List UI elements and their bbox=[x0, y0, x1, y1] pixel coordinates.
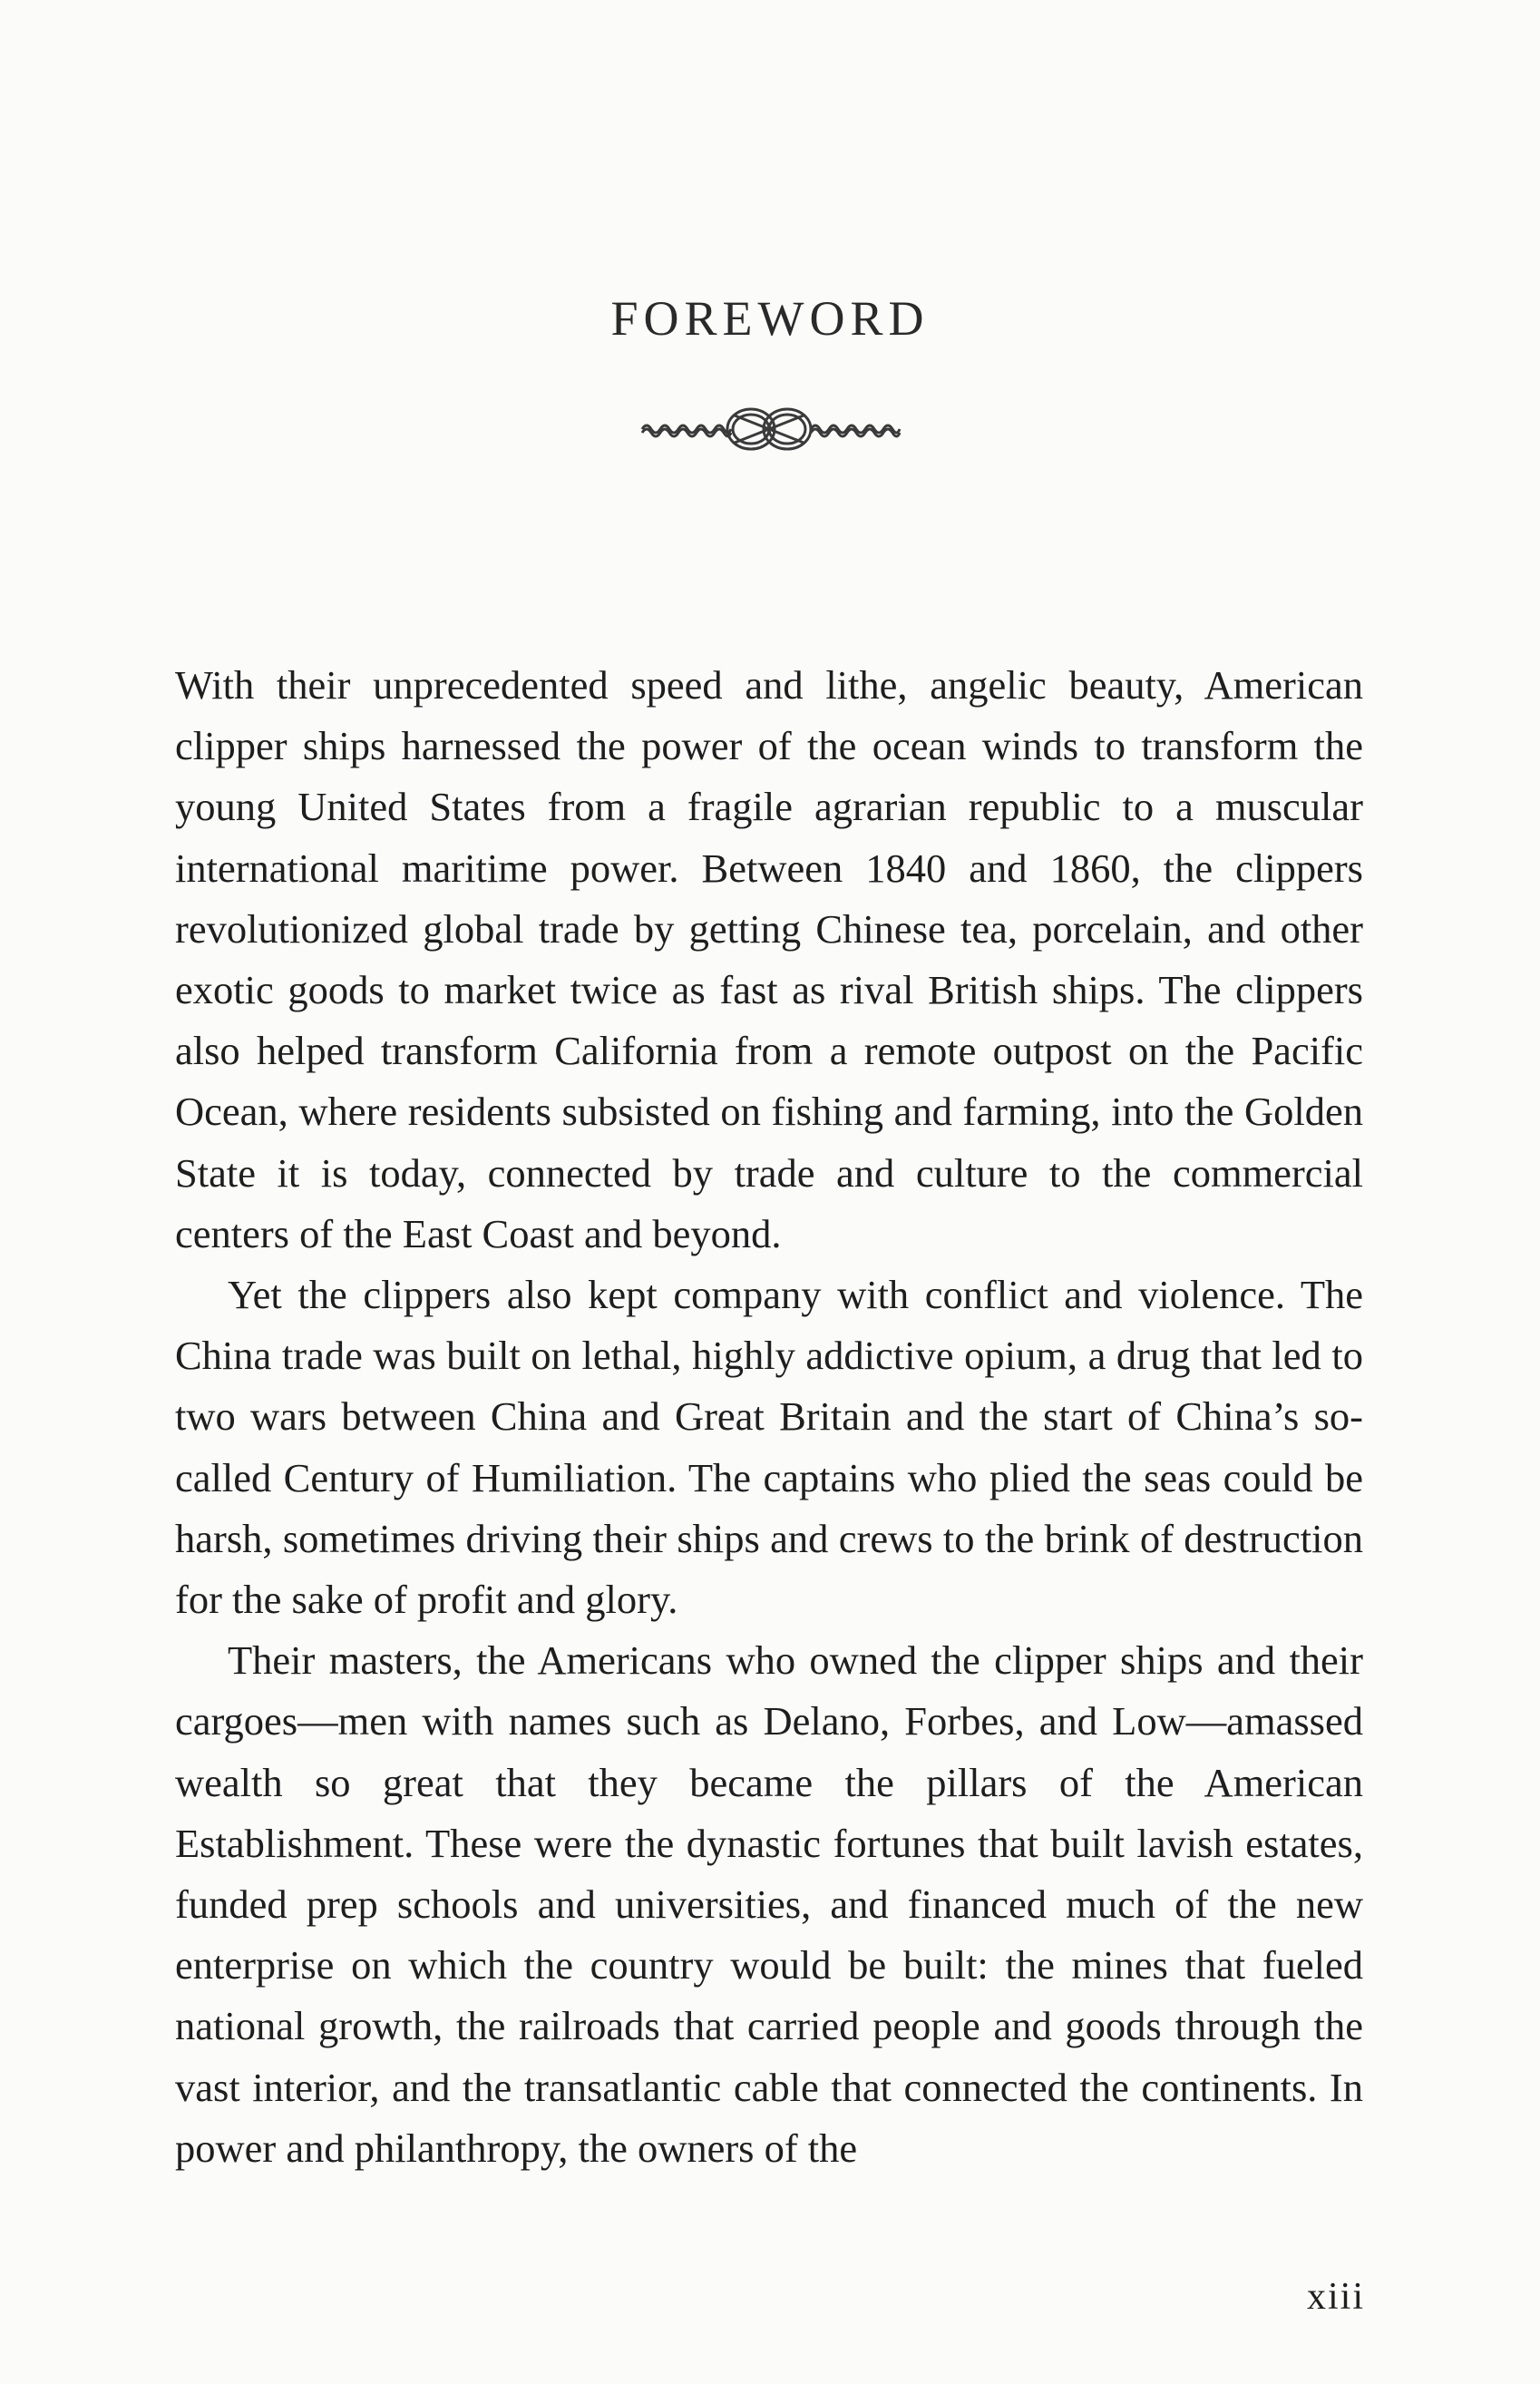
foreword-body bbox=[175, 655, 1363, 2179]
paragraph-1: With their unprecedented speed and lithe, angelic beauty, American clipper ships harnessed the power of the ocean winds to transform the young United States from a fragile agrarian republic to a muscular international maritime power. Between 1840 and 1860, the clippers revolutionized global trade by getting Chinese tea, porcelain, and other exotic goods to market twice as fast as rival British ships. The clippers also helped transform California from a remote outpost on the Pacific Ocean, where residents subsisted on fishing and farming, into the Golden State it is today, connected by trade and culture to the commercial centers of the East Coast and beyond. bbox=[175, 662, 1363, 1256]
paragraph-3: Their masters, the Americans who owned the clipper ships and their cargoes—men with names such as Delano, Forbes, and Low—amassed wealth so great that they became the pillars of the American Establishment. These were the dynastic fortunes that built lavish estates, funded prep schools and universities, and financed much of the new enterprise on which the country would be built: the mines that fueled national growth, the railroads that carried people and goods through the vast interior, and the transatlantic cable that connected the continents. In power and philanthropy, the owners of the bbox=[175, 1637, 1363, 2171]
paragraph-2: Yet the clippers also kept company with conflict and violence. The China trade was built on lethal, highly addictive opium, a drug that led to two wars between China and Great Britain and the start of China’s so-called Century of Humiliation. The captains who plied the seas could be harsh, sometimes driving their ships and crews to the brink of destruction for the sake of profit and glory. bbox=[175, 1272, 1363, 1623]
page-number: xiii bbox=[1306, 2276, 1365, 2318]
chapter-heading: FOREWORD bbox=[610, 291, 930, 346]
rope-knot-icon bbox=[635, 397, 907, 461]
